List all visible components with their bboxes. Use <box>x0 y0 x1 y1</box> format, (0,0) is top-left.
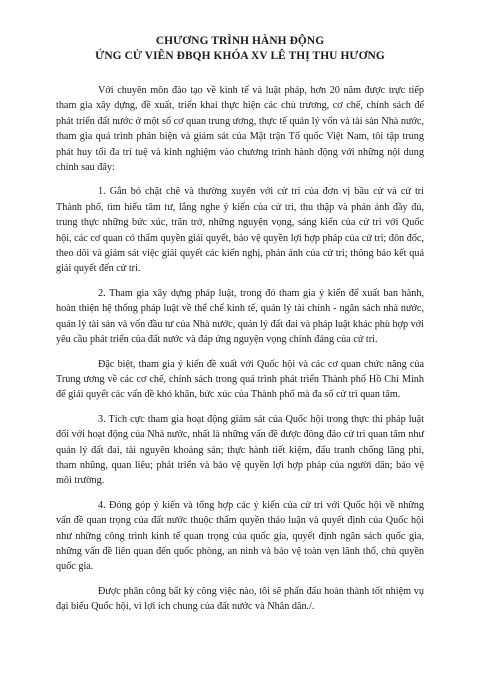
special-paragraph: Đặc biệt, tham gia ý kiến đề xuất với Quốc hội và các cơ quan chức năng của Trung ương về các cơ chế, chính sách trong quá trình phát triển Thành phố Hồ Chí Minh để giải quyết các vấn đề khó khăn, bức xúc của Thành phố mà đa số cử tri quan tâm. <box>56 358 424 401</box>
item-3-paragraph: 3. Tích cực tham gia hoạt động giám sát của Quốc hội trong thực thi pháp luật đối với hoạt động của Nhà nước, nhất là những vấn đề được đông đảo cử tri quan tâm như quản lý đất đai, tài nguyên khoáng sản; thực hành tiết kiệm, đấu tranh chống lãng phí, tham nhũng, quan liêu; phát triển và bảo vệ quyền lợi hợp pháp của người dân; bảo vệ môi trường. <box>56 413 424 487</box>
item-4-paragraph: 4. Đóng góp ý kiến và tổng hợp các ý kiến của cử tri với Quốc hội về những vấn đề quan trọng của đất nước thuộc thẩm quyền thảo luận và quyết định của Quốc hội như những công trình kinh tế quan trọng của quốc gia, quyết định ngân sách quốc gia, những vấn đề liên quan đến quốc phòng, an ninh và bảo vệ toàn vẹn lãnh thổ, chủ quyền quốc gia. <box>56 499 424 573</box>
closing-paragraph: Được phân công bất kỳ công việc nào, tôi sẽ phấn đấu hoàn thành tốt nhiệm vụ đại biểu Quốc hội, vì lợi ích chung của đất nước và Nhân dân./. <box>56 585 424 613</box>
intro-paragraph: Với chuyên môn đào tạo về kinh tế và luật pháp, hơn 20 năm được trực tiếp tham gia xây dựng, đề xuất, triển khai thực hiện các chủ trương, cơ chế, chính sách để phát triển đất nước ở một số cơ quan trung ương, thực tế quản lý vốn và tài sản Nhà nước, tham gia quá trình phản biện và giám sát của Mặt trận Tổ quốc Việt Nam, tôi tập trung phát huy tối đa trí tuệ và kinh nghiệm vào chương trình hành động với những nội dung chính sau đây: <box>56 85 424 174</box>
item-2-paragraph: 2. Tham gia xây dựng pháp luật, trong đó tham gia ý kiến để xuất ban hành, hoàn thiện hệ thống pháp luật về thể chế kinh tế, quản lý tài chính - ngân sách nhà nước, quản lý tài sản và vốn đầu tư của Nhà nước, quản lý đất đai và pháp luật khác phù hợp với yêu cầu phát triển của đất nước và đáp ứng nguyện vọng chính đáng của cử tri. <box>56 287 424 346</box>
document-subtitle: ỨNG CỬ VIÊN ĐBQH KHÓA XV LÊ THỊ THU HƯƠNG <box>95 50 385 62</box>
document-title: CHƯƠNG TRÌNH HÀNH ĐỘNG <box>155 35 325 47</box>
item-1-paragraph: 1. Gắn bó chặt chẽ và thường xuyên với cử tri của đơn vị bầu cử và cử tri Thành phố, tìm hiểu tâm tư, lắng nghe ý kiến của cử tri, thu thập và phản ánh đầy đủ, trung thực những bức xúc, trăn trở, những nguyện vọng, sáng kiến của cử tri với Quốc hội, các cơ quan có thẩm quyền giải quyết, bảo vệ quyền lợi hợp pháp của cử tri; đôn đốc, theo dõi và giám sát việc giải quyết các kiến nghị, phản ánh của cử tri; thông báo kết quả giải quyết đến cử tri. <box>56 186 424 275</box>
